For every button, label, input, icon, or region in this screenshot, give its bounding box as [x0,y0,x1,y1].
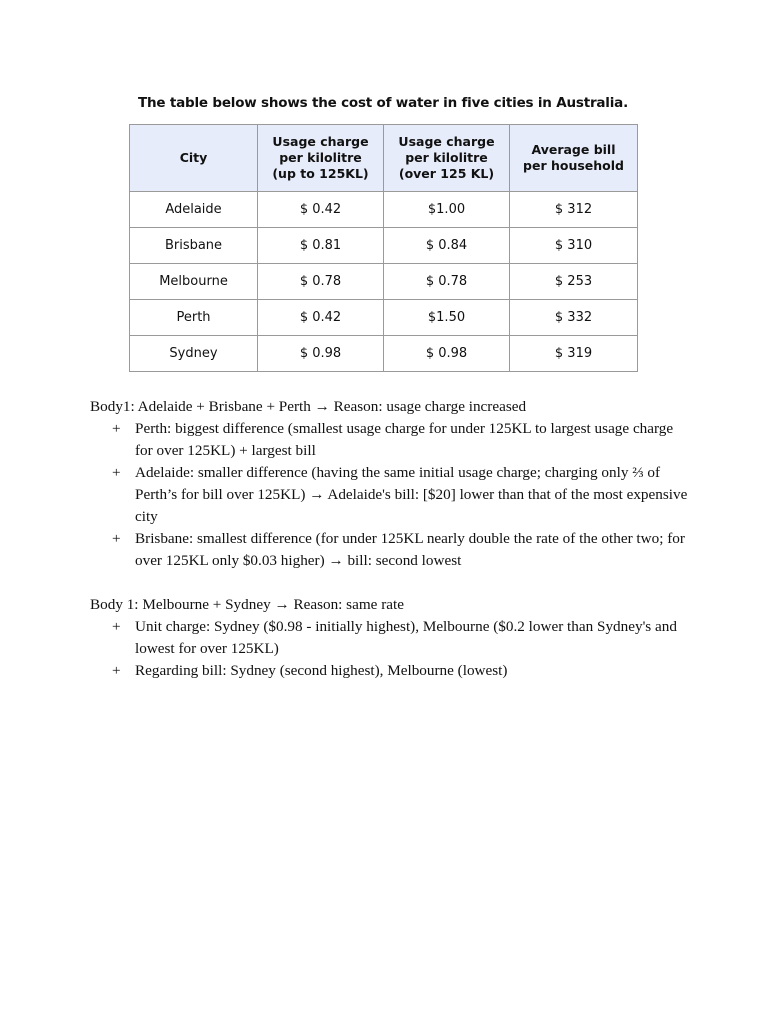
list-item [90,418,690,462]
bullet-text: Perth: biggest difference (smallest usage charge for under 125KL to largest usage charge for over 125KL) + largest bill [135,420,674,459]
section-1-heading: Body1: Adelaide + Brisbane + Perth → Reason: usage charge increased [90,398,527,415]
plus-bullet-icon: + [112,464,121,481]
bullet-text: Regarding bill: Sydney (second highest), Melbourne (lowest) [135,662,508,679]
header-average-bill: Average bill per household [510,125,638,192]
plus-bullet-icon: + [112,662,121,679]
section-2-heading: Body 1: Melbourne + Sydney → Reason: same rate [90,596,404,613]
plus-bullet-icon: + [112,618,121,635]
table-row [130,228,638,264]
water-cost-table [129,124,638,372]
table-row [130,336,638,372]
table-title: The table below shows the cost of water in five cities in Australia. [137,95,629,111]
cell-city: Adelaide [130,192,258,228]
bullet-text: Adelaide: smaller difference (having the same initial usage charge; charging only ⅔ of Perth’s for bill over 125KL) → Adelaide's bill: [$20] lower than that of the most expensive city [135,464,688,525]
essay-notes [90,396,690,682]
cell-average-bill: $ 310 [510,228,638,264]
cell-usage-under-125: $ 0.81 [258,228,384,264]
section-1-bullet-list [90,418,690,572]
cell-usage-under-125: $ 0.42 [258,192,384,228]
header-usage-over-125: Usage charge per kilolitre (over 125 KL) [384,125,510,192]
cell-usage-under-125: $ 0.98 [258,336,384,372]
cell-city: Perth [130,300,258,336]
plus-bullet-icon: + [112,530,121,547]
cell-usage-under-125: $ 0.78 [258,264,384,300]
table-row [130,300,638,336]
cell-average-bill: $ 312 [510,192,638,228]
section-2-bullet-list [90,616,690,682]
cell-average-bill: $ 253 [510,264,638,300]
section-spacer [90,572,690,594]
list-item [90,462,690,528]
plus-bullet-icon: + [112,420,121,437]
table-header-row [130,125,638,192]
cell-average-bill: $ 319 [510,336,638,372]
cell-usage-under-125: $ 0.42 [258,300,384,336]
cell-city: Sydney [130,336,258,372]
cell-city: Brisbane [130,228,258,264]
cell-average-bill: $ 332 [510,300,638,336]
list-item [90,616,690,660]
cell-usage-over-125: $ 0.84 [384,228,510,264]
list-item [90,528,690,572]
table-row [130,192,638,228]
header-usage-under-125: Usage charge per kilolitre (up to 125KL) [258,125,384,192]
cell-usage-over-125: $1.00 [384,192,510,228]
bullet-text: Brisbane: smallest difference (for under 125KL nearly double the rate of the other two; for over 125KL only $0.03 higher) → bill: second lowest [135,530,685,569]
bullet-text: Unit charge: Sydney ($0.98 - initially highest), Melbourne ($0.2 lower than Sydney's and lowest for over 125KL) [135,618,677,657]
water-cost-table-block [129,92,637,372]
cell-city: Melbourne [130,264,258,300]
list-item [90,660,690,682]
table-row [130,264,638,300]
cell-usage-over-125: $ 0.98 [384,336,510,372]
header-city: City [130,125,258,192]
cell-usage-over-125: $ 0.78 [384,264,510,300]
cell-usage-over-125: $1.50 [384,300,510,336]
